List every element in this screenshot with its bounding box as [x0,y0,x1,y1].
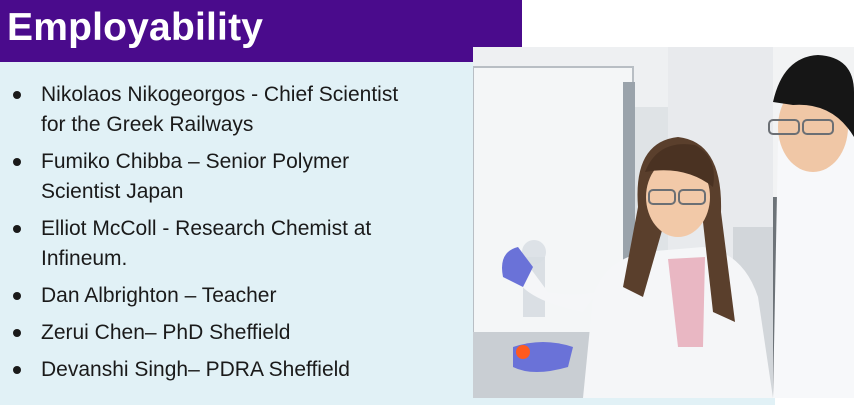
list-item-text: Fumiko Chibba – Senior Polymer [41,150,350,173]
list-item [0,281,470,311]
list-item [0,318,470,348]
list-item-text: Nikolaos Nikogeorgos - Chief Scientist [41,83,399,106]
list-item [0,355,470,385]
title-bar [0,0,522,62]
slide-title: Employability [7,6,264,49]
bullet-list [0,80,470,392]
list-item [0,80,470,140]
bullet-icon [13,329,21,337]
bullet-icon [13,366,21,374]
bullet-icon [13,292,21,300]
list-item-text: Scientist Japan [41,180,184,203]
list-item-text: Dan Albrighton – Teacher [41,284,277,307]
bullet-icon [13,225,21,233]
list-item-text: for the Greek Railways [41,113,254,136]
list-item-text: Elliot McColl - Research Chemist at [41,217,372,240]
list-item-text: Infineum. [41,247,128,270]
bullet-icon [13,158,21,166]
lab-photo [473,47,854,398]
list-item-text: Zerui Chen– PhD Sheffield [41,321,291,344]
list-item [0,214,470,274]
bullet-icon [13,91,21,99]
list-item-text: Devanshi Singh– PDRA Sheffield [41,358,350,381]
list-item [0,147,470,207]
